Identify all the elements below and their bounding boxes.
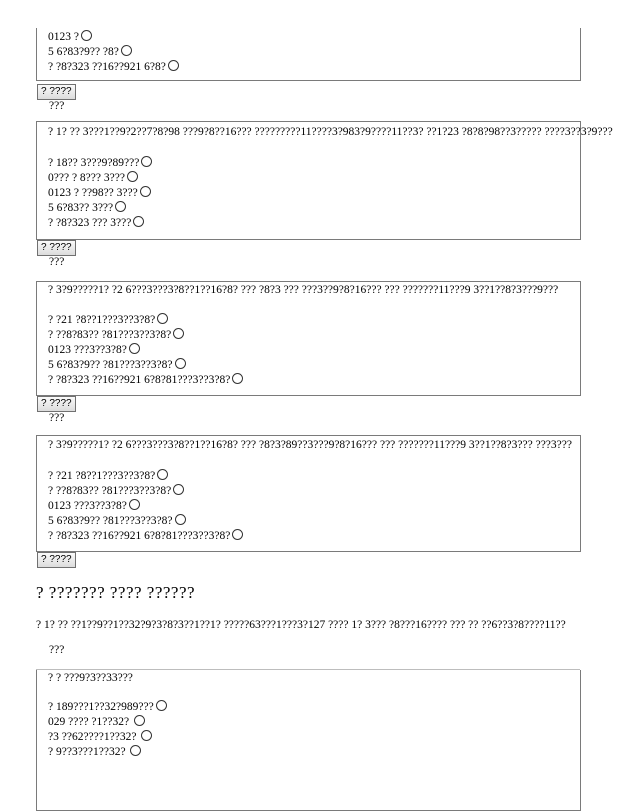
option-label: ? ?8?323 ??16??921 6?8?81???3??3?8? xyxy=(48,530,231,542)
option-row xyxy=(48,328,184,342)
option-row xyxy=(48,469,168,483)
option-row xyxy=(48,201,126,215)
radio-button[interactable] xyxy=(175,358,186,369)
question-block-2 xyxy=(36,281,581,396)
option-label: ? ?21 ?8??1???3??3?8? xyxy=(48,470,156,482)
option-label: 029 ???? ?1??32? xyxy=(48,716,132,728)
option-label: ? ??8?83?? ?81???3??3?8? xyxy=(48,485,172,497)
option-label: ? ?21 ?8??1???3??3?8? xyxy=(48,314,156,326)
option-label: ? ?8?323 ??? 3??? xyxy=(48,217,132,229)
option-label: ? ?8?323 ??16??921 6?8?81???3??3?8? xyxy=(48,374,231,386)
option-row xyxy=(48,730,152,744)
option-label: ?3 ??62????1??32? xyxy=(48,731,140,743)
submit-button[interactable]: ? ???? xyxy=(37,396,76,412)
option-row xyxy=(48,715,145,729)
option-label: 5 6?83?9?? ?81???3??3?8? xyxy=(48,359,173,371)
radio-button[interactable] xyxy=(130,745,141,756)
option-row xyxy=(48,30,92,44)
sub-label: ??? xyxy=(49,256,65,268)
radio-button[interactable] xyxy=(157,469,168,480)
option-row xyxy=(48,745,141,759)
radio-button[interactable] xyxy=(141,156,152,167)
option-row xyxy=(48,343,140,357)
question-block-0 xyxy=(36,28,581,81)
option-row xyxy=(48,186,151,200)
submit-button[interactable]: ? ???? xyxy=(37,240,76,256)
section-heading: ? ??????? ???? ?????? xyxy=(36,583,196,602)
question-text: ? 3?9?????1? ?2 6???3???3?8??1??16?8? ??? ?8?3?89??3???9?8?16??? ??? ???????11???9 3??1??8?3??? ???3??? xyxy=(48,439,572,451)
question-text: ? ? ???9?3??33??? xyxy=(48,672,133,684)
option-label: ? 18?? 3???9?89??? xyxy=(48,157,140,169)
option-row xyxy=(48,216,144,230)
option-row xyxy=(48,700,167,714)
option-row xyxy=(48,529,243,543)
option-label: ? 9??3???1??32? xyxy=(48,746,129,758)
radio-button[interactable] xyxy=(121,45,132,56)
question-block-3 xyxy=(36,435,581,552)
radio-button[interactable] xyxy=(168,60,179,71)
option-label: ? 189???1??32?989??? xyxy=(48,701,154,713)
radio-button[interactable] xyxy=(173,328,184,339)
radio-button[interactable] xyxy=(129,499,140,510)
radio-button[interactable] xyxy=(133,216,144,227)
sub-label: ??? xyxy=(49,412,65,424)
option-label: ? ?8?323 ??16??921 6?8? xyxy=(48,61,166,73)
option-label: 5 6?83?9?? ?8? xyxy=(48,46,119,58)
option-label: 0??? ? 8??? 3??? xyxy=(48,172,125,184)
radio-button[interactable] xyxy=(134,715,145,726)
radio-button[interactable] xyxy=(141,730,152,741)
option-row xyxy=(48,60,179,74)
section-intro: ? 1? ?? ??1??9??1??32?9?3?8?3??1??1? ?????63???1???3?127 ???? 1? 3??? ?8???16???? ??? ?? ??6??3?8????11?? xyxy=(36,619,566,631)
option-row xyxy=(48,45,132,59)
question-block-4 xyxy=(36,670,581,811)
option-row xyxy=(48,156,152,170)
option-row xyxy=(48,484,184,498)
option-label: 0123 ? xyxy=(48,31,79,43)
radio-button[interactable] xyxy=(115,201,126,212)
option-label: 5 6?83?9?? ?81???3??3?8? xyxy=(48,515,173,527)
radio-button[interactable] xyxy=(81,30,92,41)
option-label: 0123 ???3??3?8? xyxy=(48,344,127,356)
option-row xyxy=(48,313,168,327)
option-label: 0123 ? ??98?? 3??? xyxy=(48,187,138,199)
question-block-1 xyxy=(36,121,613,240)
radio-button[interactable] xyxy=(173,484,184,495)
radio-button[interactable] xyxy=(127,171,138,182)
option-row xyxy=(48,171,138,185)
option-row xyxy=(48,499,140,513)
option-label: 0123 ???3??3?8? xyxy=(48,500,127,512)
radio-button[interactable] xyxy=(140,186,151,197)
sub-label: ??? xyxy=(49,100,65,112)
sub-label: ??? xyxy=(49,644,65,656)
radio-button[interactable] xyxy=(232,373,243,384)
question-text: ? 3?9?????1? ?2 6???3???3?8??1??16?8? ??? ?8?3 ??? ???3??9?8?16??? ??? ???????11???9 3??1??8?3???9??? xyxy=(48,284,559,296)
submit-button[interactable]: ? ???? xyxy=(37,84,76,100)
radio-button[interactable] xyxy=(129,343,140,354)
option-row xyxy=(48,358,186,372)
submit-button[interactable]: ? ???? xyxy=(37,552,76,568)
option-label: ? ??8?83?? ?81???3??3?8? xyxy=(48,329,172,341)
radio-button[interactable] xyxy=(156,700,167,711)
radio-button[interactable] xyxy=(175,514,186,525)
radio-button[interactable] xyxy=(232,529,243,540)
option-row xyxy=(48,514,186,528)
option-row xyxy=(48,373,243,387)
radio-button[interactable] xyxy=(157,313,168,324)
option-label: 5 6?83?? 3??? xyxy=(48,202,114,214)
question-text: ? 1? ?? 3???1??9?2??7?8?98 ???9?8??16??? ?????????11????3?983?9????11??3? ??1?23 ?8?8?98??3????? ????3??3?9??? xyxy=(48,126,613,138)
